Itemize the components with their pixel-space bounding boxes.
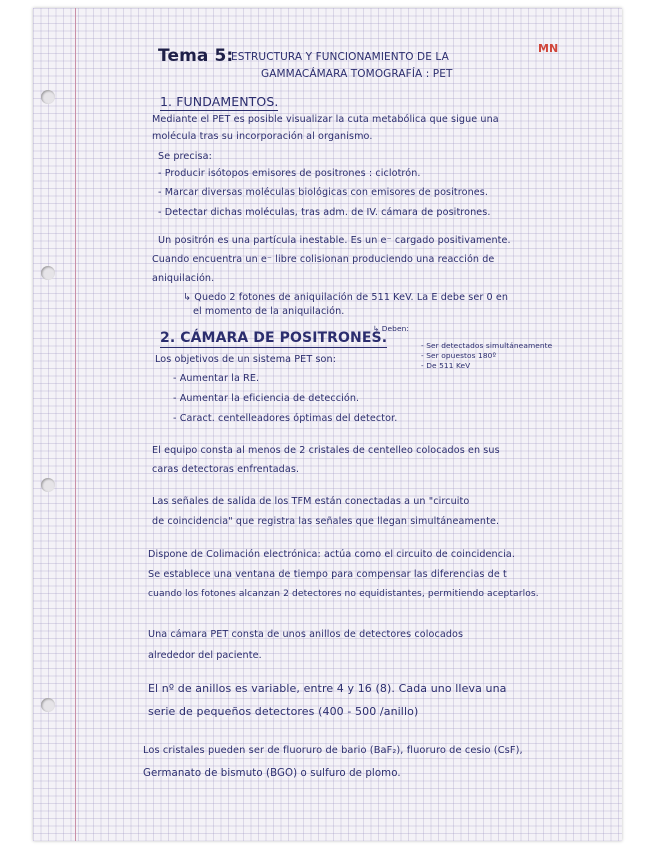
s1-bullet-1: - Producir isótopos emisores de positrones : ciclotrón. xyxy=(158,168,421,179)
s1-bullet-3: - Detectar dichas moléculas, tras adm. de IV. cámara de positrones. xyxy=(158,207,491,218)
punch-hole xyxy=(41,90,55,104)
section-2-heading: 2. CÁMARA DE POSITRONES. xyxy=(160,330,388,346)
title-line-2: GAMMACÁMARA TOMOGRAFÍA : PET xyxy=(261,68,453,80)
s1-arrow-line-1: ↳ Quedo 2 fotones de aniquilación de 511 KeV. La E debe ser 0 en xyxy=(183,292,509,303)
s2-para3-line-1: Dispone de Colimación electrónica: actúa como el circuito de coincidencia. xyxy=(148,549,515,560)
s1-positron-line-2: Cuando encuentra un e⁻ libre colisionan produciendo una reacción de xyxy=(152,254,495,265)
s1-intro-line-2: molécula tras su incorporación al organismo. xyxy=(152,131,373,142)
notebook-sheet xyxy=(33,8,622,841)
s1-positron-line-3: aniquilación. xyxy=(152,273,215,284)
s1-bullet-2: - Marcar diversas moléculas biológicas con emisores de positrones. xyxy=(158,187,488,198)
section-1-heading: 1. FUNDAMENTOS. xyxy=(160,94,279,109)
title-tema: Tema 5: xyxy=(158,46,234,66)
s2-para3-line-2: Se establece una ventana de tiempo para compensar las diferencias de t xyxy=(148,569,507,580)
s2-para2-line-1: Las señales de salida de los TFM están conectadas a un "circuito xyxy=(152,496,470,507)
s2-objetivos: Los objetivos de un sistema PET son: xyxy=(155,354,337,365)
s1-deben: ↳ Deben: xyxy=(373,324,409,333)
s1-deben-item-1: - Ser detectados simultáneamente xyxy=(421,341,553,350)
s1-intro-line-1: Mediante el PET es posible visualizar la cuta metabólica que sigue una xyxy=(152,114,499,125)
s2-para4-line-2: alrededor del paciente. xyxy=(148,650,262,661)
margin-line xyxy=(75,8,76,841)
s2-bullet-3: - Caract. centelleadores óptimas del detector. xyxy=(173,413,398,424)
punch-hole xyxy=(41,698,55,712)
s2-para6-line-2: Germanato de bismuto (BGO) o sulfuro de plomo. xyxy=(143,768,401,779)
s2-para5-line-2: serie de pequeños detectores (400 - 500 /anillo) xyxy=(148,705,419,718)
s1-deben-item-2: - Ser opuestos 180º xyxy=(421,351,497,360)
s2-para1-line-1: El equipo consta al menos de 2 cristales de centelleo colocados en sus xyxy=(152,445,500,456)
s2-para5-line-1: El nº de anillos es variable, entre 4 y 16 (8). Cada uno lleva una xyxy=(148,682,507,695)
punch-hole xyxy=(41,266,55,280)
s1-deben-item-3: - De 511 KeV xyxy=(421,361,471,370)
s1-se-precisa: Se precisa: xyxy=(158,151,212,162)
s2-bullet-1: - Aumentar la RE. xyxy=(173,373,260,384)
s2-para2-line-2: de coincidencia" que registra las señales que llegan simultáneamente. xyxy=(152,516,500,527)
s2-para3-line-3: cuando los fotones alcanzan 2 detectores no equidistantes, permitiendo aceptarlos. xyxy=(148,589,539,599)
corner-tag: MN xyxy=(538,42,559,55)
s1-positron-line-1: Un positrón es una partícula inestable. Es un e⁻ cargado positivamente. xyxy=(158,235,511,246)
s2-para6-line-1: Los cristales pueden ser de fluoruro de bario (BaF₂), fluoruro de cesio (CsF), xyxy=(143,745,523,756)
title-line-1: ESTRUCTURA Y FUNCIONAMIENTO DE LA xyxy=(231,51,449,63)
punch-hole xyxy=(41,478,55,492)
s2-para1-line-2: caras detectoras enfrentadas. xyxy=(152,464,300,475)
s2-bullet-2: - Aumentar la eficiencia de detección. xyxy=(173,393,360,404)
s1-arrow-line-2: el momento de la aniquilación. xyxy=(193,306,345,317)
s2-para4-line-1: Una cámara PET consta de unos anillos de detectores colocados xyxy=(148,629,464,640)
